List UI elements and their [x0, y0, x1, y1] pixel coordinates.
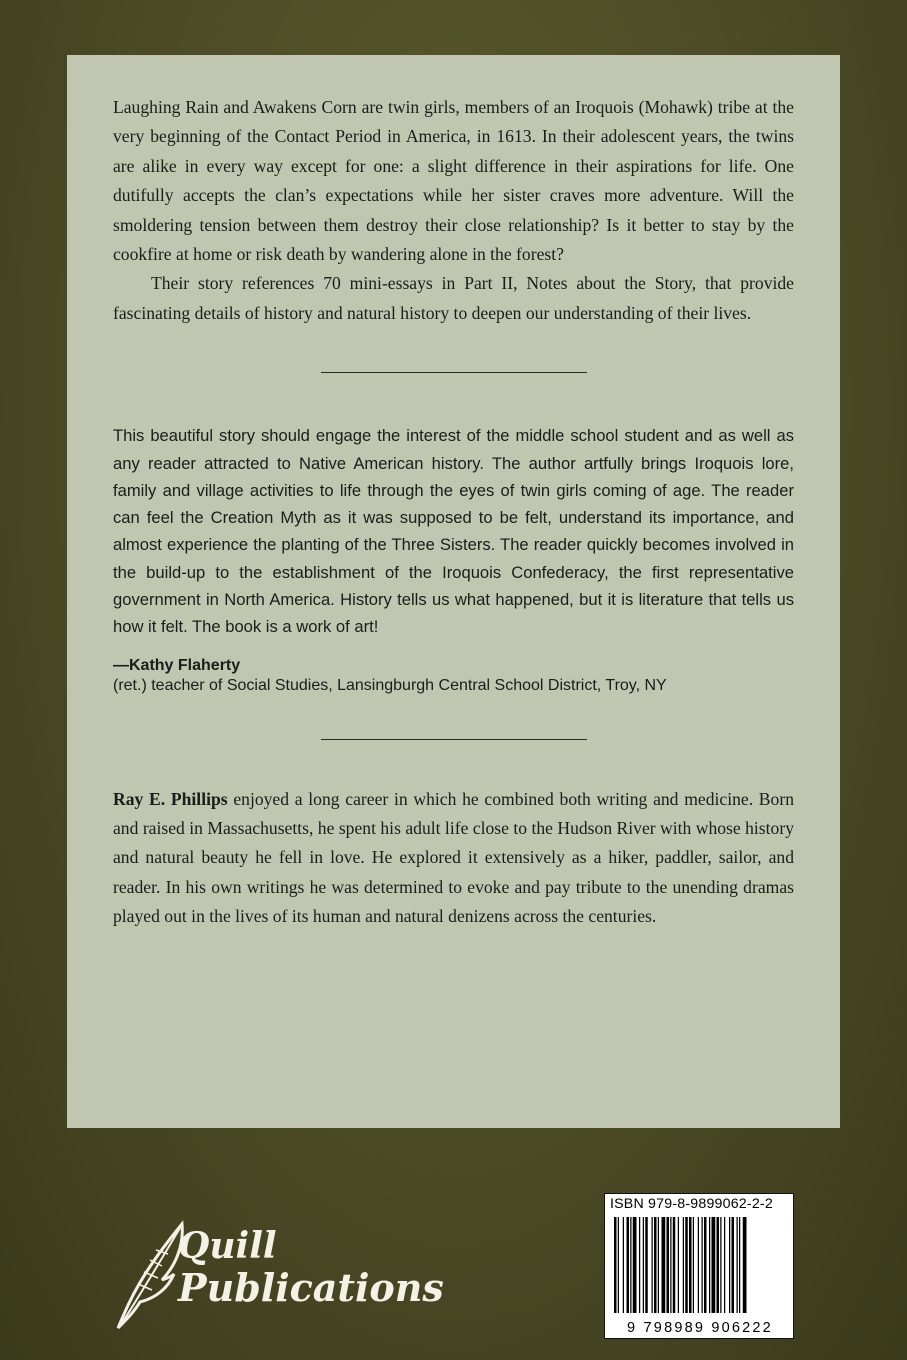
- isbn-barcode: [604, 1193, 794, 1339]
- barcode-bar: [724, 1217, 725, 1313]
- barcode-bar: [652, 1217, 653, 1313]
- barcode-bar: [678, 1217, 679, 1313]
- barcode-bar: [737, 1217, 738, 1313]
- barcode-bar: [623, 1217, 624, 1313]
- barcode-bar: [670, 1217, 671, 1313]
- section-divider: [321, 739, 587, 740]
- reviewer-role: (ret.) teacher of Social Studies, Lansingburgh Central School District, Troy, NY: [113, 676, 667, 694]
- barcode-bar: [712, 1217, 716, 1313]
- blurb-paragraph-1: Laughing Rain and Awakens Corn are twin girls, members of an Iroquois (Mohawk) tribe at the very beginning of the Contact Period in America, in 1613. In their adolescent years, the twins are alike in every way except for one: a slight difference in their aspirations for life. One dutifully accepts the clan’s expectations while her sister craves more adventure. Will the smoldering tension between them destroy their close relationship? Is it better to stay by the cookfire at home or risk death by wandering alone in the forest?: [113, 97, 794, 265]
- isbn-label: ISBN 979-8-9899062-2-2: [610, 1196, 773, 1212]
- barcode-bar: [633, 1217, 637, 1313]
- barcode-bar: [709, 1217, 710, 1313]
- barcode-digits: 9 798989 906222: [627, 1320, 773, 1336]
- barcode-bar: [658, 1217, 659, 1313]
- barcode-bar: [702, 1217, 703, 1313]
- barcode-bar: [704, 1217, 707, 1313]
- author-name: Ray E. Phillips: [113, 788, 228, 809]
- barcode-bar: [667, 1217, 670, 1313]
- author-bio: [113, 785, 794, 932]
- barcode-bar: [685, 1217, 688, 1313]
- barcode-bar: [627, 1217, 630, 1313]
- publisher-name-line2: Publications: [178, 1265, 444, 1310]
- barcode-bars: [608, 1217, 792, 1315]
- barcode-bar: [693, 1217, 694, 1313]
- barcode-bar: [717, 1217, 720, 1313]
- section-divider: [321, 372, 587, 373]
- barcode-bar: [683, 1217, 684, 1313]
- barcode-bar: [739, 1217, 740, 1313]
- back-cover-text-panel: [67, 55, 840, 1128]
- barcode-bar: [743, 1217, 747, 1313]
- review-text: This beautiful story should engage the interest of the middle school student and as well as any reader attracted to Native American history. The author artfully brings Iroquois lore, family and village activities to life through the eyes of twin girls coming of age. The reader can feel the Creation Myth as it was supposed to be felt, understand its importance, and almost experience the planting of the Three Sisters. The reader quickly becomes involved in the build-up to the establishment of the Iroquois Confederacy, the first representative government in North America. History tells us what happened, but it is literature that tells us how it felt. The book is a work of art!: [113, 426, 794, 637]
- barcode-bar: [689, 1217, 692, 1313]
- barcode-bar: [673, 1217, 676, 1313]
- barcode-bar: [729, 1217, 730, 1313]
- barcode-bar: [654, 1217, 657, 1313]
- barcode-bar: [645, 1217, 648, 1313]
- publisher-name-line1: Quill: [178, 1225, 277, 1267]
- barcode-bar: [639, 1217, 640, 1313]
- barcode-bar: [614, 1217, 617, 1313]
- barcode-bar: [662, 1217, 666, 1313]
- barcode-bar: [732, 1217, 735, 1313]
- barcode-bar: [643, 1217, 644, 1313]
- barcode-bar: [618, 1217, 619, 1313]
- publisher-logo: [110, 1215, 444, 1335]
- barcode-bar: [698, 1217, 699, 1313]
- author-bio-text: enjoyed a long career in which he combined both writing and medicine. Born and raised in Massachusetts, he spent his adult life close to the Hudson River with whose history and natural beauty he fell in love. He explored it extensively as a hiker, paddler, sailor, and reader. In his own writings he was determined to evoke and pay tribute to the unending dramas played out in the lives of its human and natural denizens across the centuries.: [113, 788, 794, 927]
- reviewer-name: —Kathy Flaherty: [113, 656, 241, 674]
- blurb-paragraph-2: Their story references 70 mini-essays in Part II, Notes about the Story, that provide fascinating details of history and natural history to deepen our understanding of their lives.: [113, 273, 794, 323]
- barcode-bar: [720, 1217, 721, 1313]
- barcode-bar: [630, 1217, 631, 1313]
